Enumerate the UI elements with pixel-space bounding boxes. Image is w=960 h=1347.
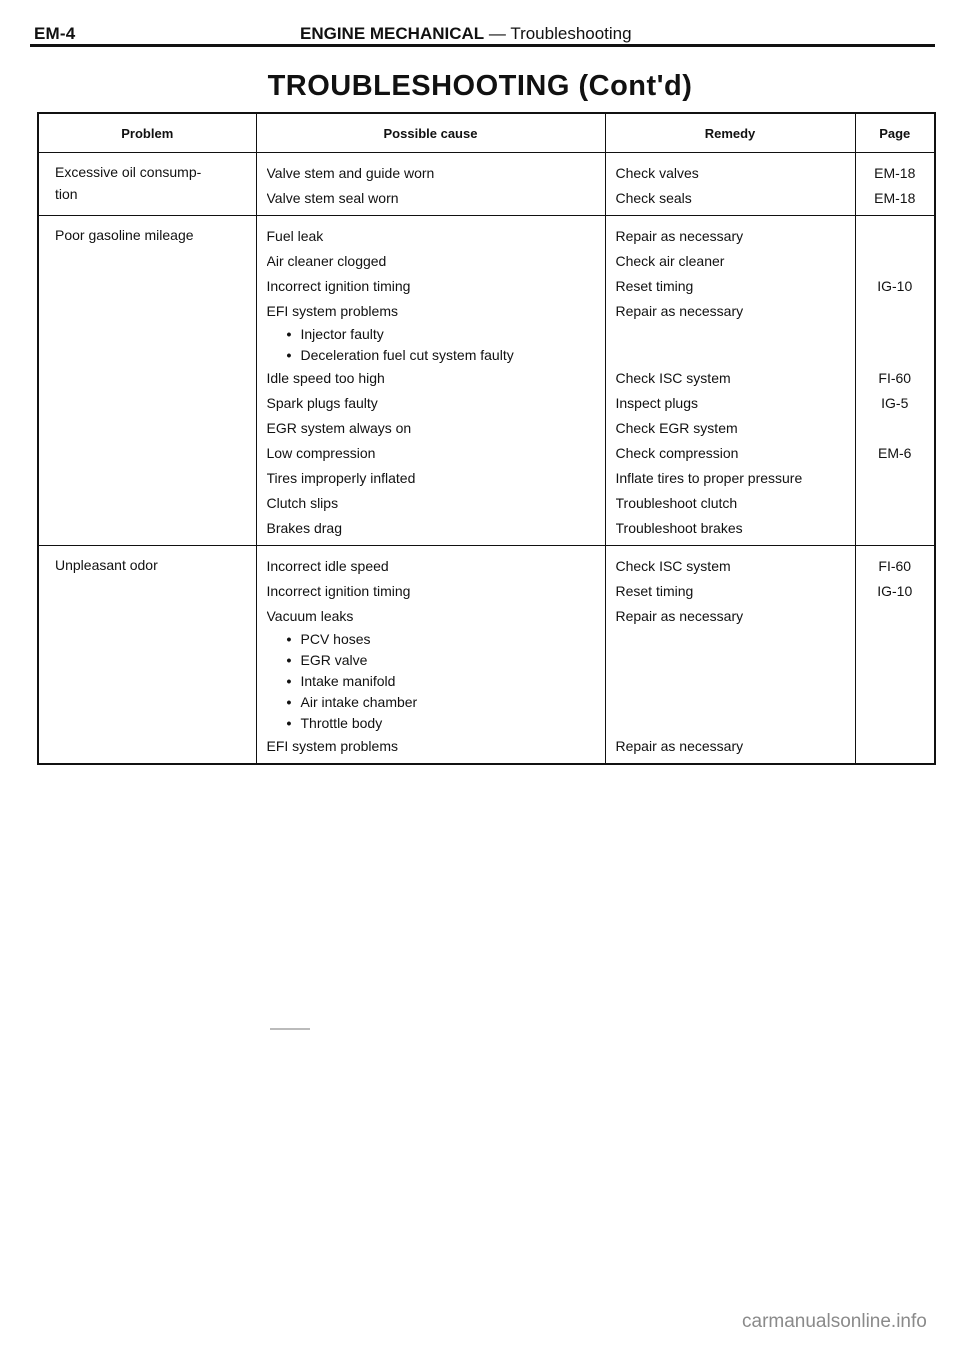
page-ref: IG-5 (881, 395, 909, 411)
cause-subitem-text: EGR valve (300, 652, 368, 668)
cause-subitem (267, 345, 599, 366)
bullet-icon: • (286, 347, 292, 363)
cause-line: Incorrect idle speed (266, 558, 389, 574)
remedy-line (616, 324, 849, 345)
cause-line: Incorrect ignition timing (266, 278, 411, 294)
cause-cell (256, 216, 605, 546)
remedy-line (616, 671, 849, 692)
cause-line: Low compression (266, 445, 376, 461)
remedy-line: Check compression (615, 445, 739, 461)
bullet-icon: • (286, 631, 292, 647)
cause-line: Valve stem and guide worn (266, 165, 435, 181)
cause-subitem-text: Air intake chamber (300, 694, 418, 710)
remedy-line: Inspect plugs (615, 395, 698, 411)
cause-line: Fuel leak (266, 228, 324, 244)
table-row (38, 216, 935, 546)
cause-line: EFI system problems (266, 738, 398, 754)
page-cell (855, 546, 935, 765)
cause-line: Vacuum leaks (266, 608, 354, 624)
problem-cell (38, 546, 256, 765)
table-row (38, 546, 935, 765)
problem-text: Unpleasant odor (55, 557, 158, 573)
remedy-line: Troubleshoot brakes (615, 520, 743, 536)
bullet-icon: • (286, 652, 292, 668)
page-cell (855, 153, 935, 216)
cause-line: EFI system problems (266, 303, 398, 319)
page-ref (860, 516, 931, 541)
page-cell (855, 216, 935, 546)
cause-subitem-text: Injector faulty (300, 326, 384, 342)
cause-cell (256, 153, 605, 216)
running-header (300, 24, 632, 44)
cause-subitem-text: Intake manifold (300, 673, 396, 689)
cause-subitem (267, 324, 599, 345)
cause-line: Incorrect ignition timing (266, 583, 411, 599)
remedy-line: Check EGR system (615, 420, 738, 436)
watermark: carmanualsonline.info (742, 1311, 927, 1332)
remedy-line: Repair as necessary (615, 738, 744, 754)
page-ref (860, 604, 931, 629)
page-ref (860, 650, 931, 671)
cause-line: Valve stem seal worn (266, 190, 399, 206)
remedy-line: Check valves (615, 165, 699, 181)
remedy-line: Check ISC system (615, 370, 731, 386)
cause-line: Clutch slips (266, 495, 339, 511)
page-code: EM-4 (34, 24, 76, 43)
header-rule (30, 44, 935, 47)
cause-subitem-text: Throttle body (300, 715, 383, 731)
page-ref: IG-10 (877, 583, 913, 599)
remedy-line: Repair as necessary (615, 608, 744, 624)
cause-subitem (267, 713, 599, 734)
cause-line: Tires improperly inflated (266, 470, 416, 486)
page-ref (860, 249, 931, 274)
page-ref (860, 324, 931, 345)
page-ref (860, 713, 931, 734)
page-ref: IG-10 (877, 278, 913, 294)
bullet-icon: • (286, 715, 292, 731)
header-separator: — (484, 24, 511, 43)
page-ref (860, 224, 931, 249)
page-ref (860, 345, 931, 366)
subsection-name: Troubleshooting (510, 24, 632, 43)
bullet-icon: • (286, 673, 292, 689)
problem-text: Excessive oil consump- (55, 164, 202, 180)
problem-text: tion (55, 186, 78, 202)
page-ref (860, 416, 931, 441)
cause-subitem-text: Deceleration fuel cut system faulty (300, 347, 514, 363)
table-row (38, 153, 935, 216)
page-ref (860, 466, 931, 491)
table-header-row (38, 113, 935, 153)
cause-subitem-text: PCV hoses (300, 631, 371, 647)
remedy-line (616, 650, 849, 671)
remedy-line: Repair as necessary (615, 303, 744, 319)
header-possible-cause: Possible cause (256, 113, 605, 153)
page-ref (860, 491, 931, 516)
remedy-cell (605, 546, 855, 765)
section-name: ENGINE MECHANICAL (300, 24, 485, 43)
page-ref (860, 299, 931, 324)
bullet-icon: • (286, 326, 292, 342)
problem-cell (38, 216, 256, 546)
problem-text: Poor gasoline mileage (55, 227, 194, 243)
page-ref (860, 671, 931, 692)
remedy-line: Check seals (615, 190, 692, 206)
page-ref: FI-60 (878, 558, 912, 574)
remedy-line: Troubleshoot clutch (615, 495, 738, 511)
cause-line: Spark plugs faulty (266, 395, 378, 411)
page-ref (860, 734, 931, 759)
remedy-line: Reset timing (615, 583, 694, 599)
page-ref (860, 692, 931, 713)
cause-line: Air cleaner clogged (266, 253, 387, 269)
remedy-line: Repair as necessary (615, 228, 744, 244)
remedy-line (616, 345, 849, 366)
cause-subitem (267, 692, 599, 713)
remedy-line (616, 629, 849, 650)
problem-cell (38, 153, 256, 216)
header-page: Page (855, 113, 935, 153)
page-ref (860, 629, 931, 650)
remedy-line: Reset timing (615, 278, 694, 294)
remedy-cell (605, 216, 855, 546)
remedy-line: Check ISC system (615, 558, 731, 574)
remedy-line (616, 692, 849, 713)
remedy-line (616, 713, 849, 734)
cause-line: Idle speed too high (266, 370, 385, 386)
bullet-icon: • (286, 694, 292, 710)
remedy-line: Inflate tires to proper pressure (615, 470, 803, 486)
scan-mark (270, 1028, 310, 1030)
cause-subitem (267, 629, 599, 650)
page-title: TROUBLESHOOTING (Cont'd) (267, 70, 693, 102)
cause-subitem (267, 650, 599, 671)
cause-line: Brakes drag (266, 520, 342, 536)
page-ref: FI-60 (878, 370, 912, 386)
page-ref: EM-18 (874, 165, 916, 181)
header-problem: Problem (38, 113, 256, 153)
page-ref: EM-18 (874, 190, 916, 206)
troubleshooting-table (37, 112, 936, 765)
header-remedy: Remedy (605, 113, 855, 153)
cause-line: EGR system always on (266, 420, 412, 436)
page-ref: EM-6 (878, 445, 912, 461)
remedy-line: Check air cleaner (615, 253, 725, 269)
cause-subitem (267, 671, 599, 692)
remedy-cell (605, 153, 855, 216)
cause-cell (256, 546, 605, 765)
